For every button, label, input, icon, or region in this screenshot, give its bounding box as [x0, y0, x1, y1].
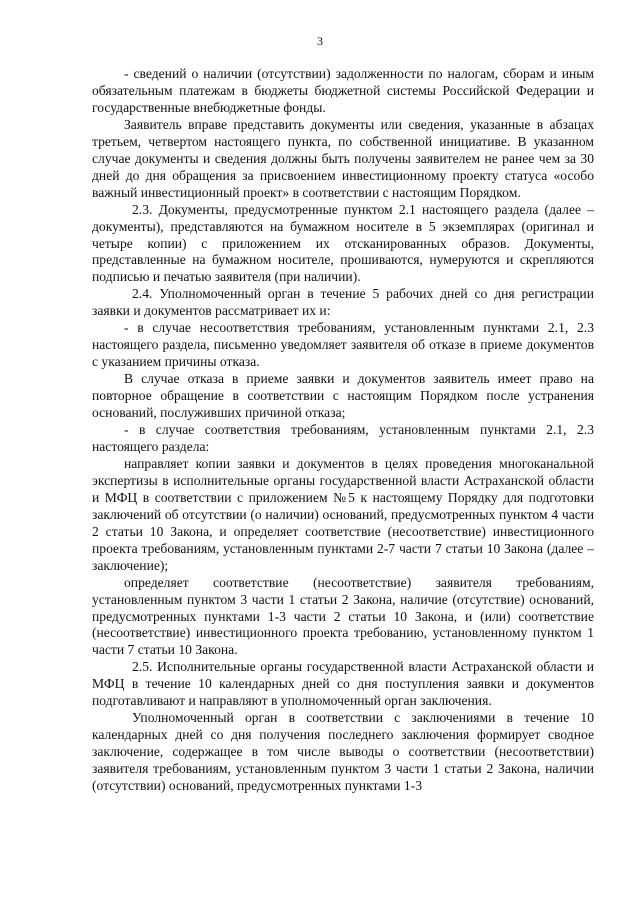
paragraph-determines: определяет соответствие (несоответствие) заявителя требованиям, установленным пунктом 3 части 1 статьи 2 Закона, наличие (отсутствие) оснований, предусмотренных пунктами 1-3 части 2 статьи 10 Закона, и (или) соответствие (несоответствие) инвестиционного проекта требованию, установленному пунктом 1 части 7 статьи 10 Закона.: [92, 574, 594, 658]
paragraph-refusal-case: В случае отказа в приеме заявки и документов заявитель имеет право на повторное обращение в соответствии с настоящим Порядком после устранения оснований, послуживших причиной отказа;: [92, 371, 594, 421]
document-body: [92, 66, 594, 795]
paragraph-sends-copies: направляет копии заявки и документов в целях проведения многоканальной экспертизы в исполнительные органы государственной власти Астраханской области и МФЦ в соответствии с приложением №5 к настоящему Порядку для подготовки заключений об отсутствии (о наличии) оснований, предусмотренных пунктом 4 части 2 статьи 10 Закона, и определяет соответствие (несоответствие) инвестиционного проекта требованиям, установленным пунктами 2-7 части 7 статьи 10 Закона (далее – заключение);: [92, 455, 594, 573]
paragraph-match-case: - в случае соответствия требованиям, установленным пунктами 2.1, 2.3 настоящего раздела:: [92, 422, 594, 454]
paragraph-2-5: 2.5. Исполнительные органы государственной власти Астраханской области и МФЦ в течение 10 календарных дней со дня поступления заявки и документов подготавливают и направляют в уполномоченный орган заключения.: [92, 659, 594, 709]
page-number: 3: [317, 34, 323, 48]
paragraph-tax-debt-info: - сведений о наличии (отсутствии) задолженности по налогам, сборам и иным обязательным платежам в бюджеты бюджетной системы Российской Федерации и государственные внебюджетные фонды.: [92, 66, 594, 115]
paragraph-2-4: 2.4. Уполномоченный орган в течение 5 рабочих дней со дня регистрации заявки и документов рассматривает их и:: [92, 286, 594, 319]
paragraph-2-3: 2.3. Документы, предусмотренные пунктом 2.1 настоящего раздела (далее – документы), представляются на бумажном носителе в 5 экземплярах (оригинал и четыре копии) с приложением их отсканированных образов. Документы, представленные на бумажном носителе, прошиваются, нумеруются и скрепляются подписью и печатью заявителя (при наличии).: [92, 201, 594, 285]
paragraph-mismatch-case: - в случае несоответствия требованиям, установленным пунктами 2.1, 2.3 настоящего раздела, письменно уведомляет заявителя об отказе в приеме документов с указанием причины отказа.: [92, 320, 594, 370]
paragraph-summary-conclusion: Уполномоченный орган в соответствии с заключениями в течение 10 календарных дней со дня получения последнего заключения формирует сводное заключение, содержащее в том числе выводы о соответствии (несоответствии) заявителя требованиям, установленным пунктом 3 части 1 статьи 2 Закона, наличии (отсутствии) оснований, предусмотренных пунктами 1-3: [92, 710, 594, 794]
paragraph-applicant-right: Заявитель вправе представить документы или сведения, указанные в абзацах третьем, четвертом настоящего пункта, по собственной инициативе. В указанном случае документы и сведения должны быть получены заявителем не ранее чем за 30 дней до дня обращения за присвоением инвестиционному проекту статуса «особо важный инвестиционный проект» в соответствии с настоящим Порядком.: [92, 116, 594, 200]
